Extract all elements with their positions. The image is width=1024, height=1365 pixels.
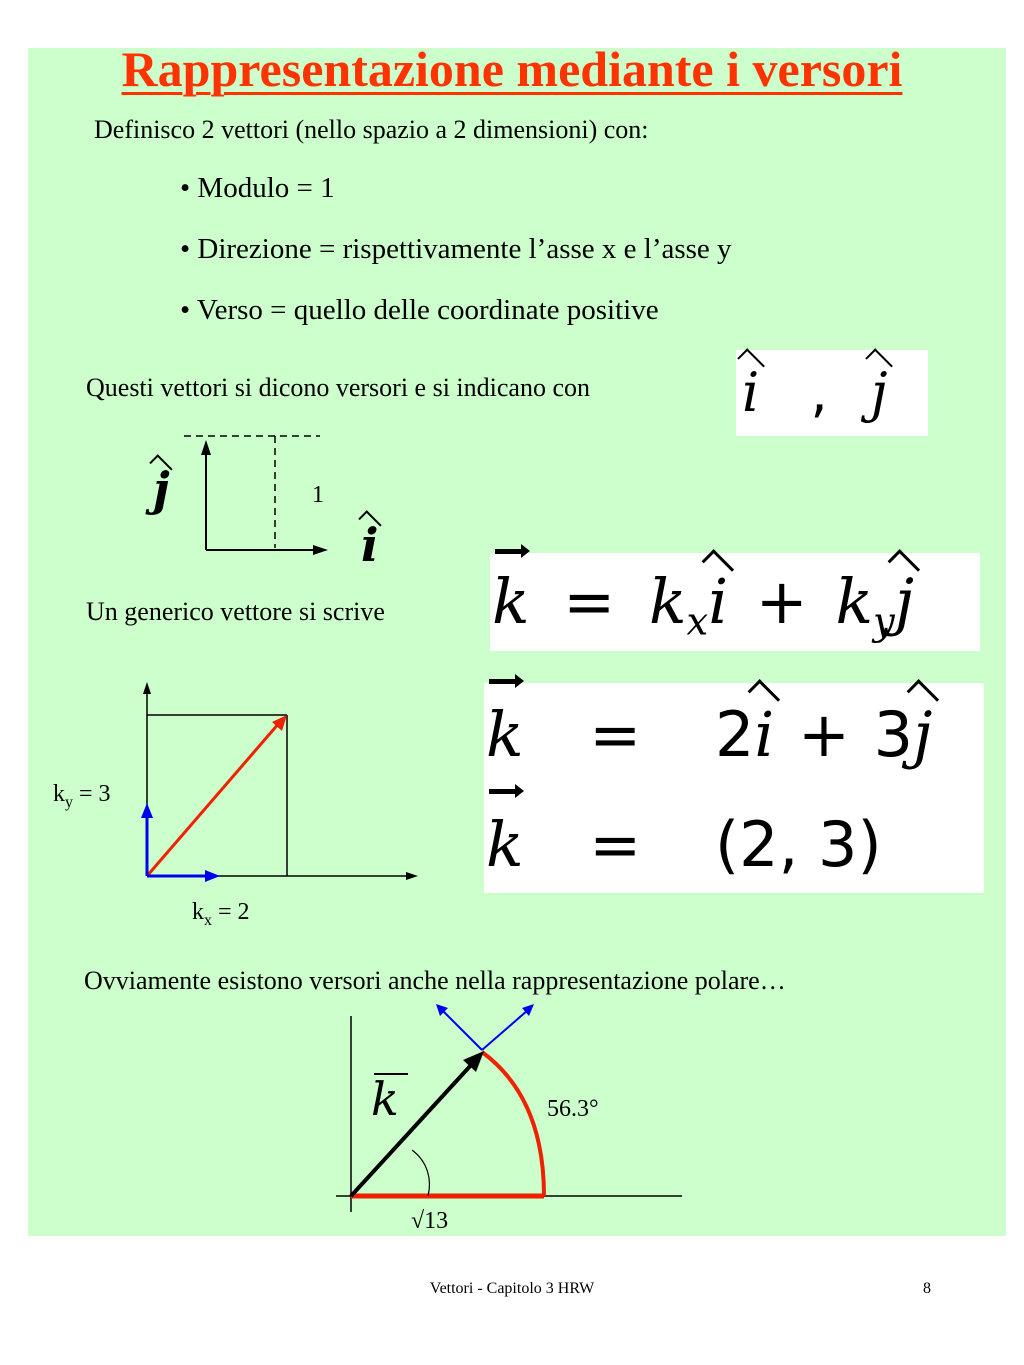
polar-magnitude-label: √13 bbox=[411, 1208, 449, 1234]
example-formula-2: k = (2, 3) bbox=[486, 800, 882, 890]
angle-arc bbox=[412, 1150, 429, 1196]
j-hat-symbol: j bbox=[871, 358, 888, 428]
polar-k-label: k bbox=[371, 1072, 399, 1126]
i-hat-label: i bbox=[361, 518, 379, 572]
i-hat-symbol: i bbox=[742, 358, 759, 428]
intro-text: Definisco 2 vettori (nello spazio a 2 dimensioni) con: bbox=[94, 115, 649, 144]
kx-label: $k_x = 2$ bbox=[192, 899, 250, 929]
bullet-verso: • Verso = quello delle coordinate positive bbox=[180, 294, 659, 326]
footer-chapter: Vettori - Capitolo 3 HRW bbox=[429, 1280, 595, 1297]
footer-page-number: 8 bbox=[923, 1280, 931, 1297]
r-unit-vector bbox=[482, 1010, 528, 1050]
slide-title: Rappresentazione mediante i versori bbox=[121, 41, 903, 97]
polar-arc bbox=[482, 1052, 544, 1196]
polar-vector-k bbox=[351, 1064, 472, 1196]
example-formula-1: k = 2i + 3j bbox=[486, 690, 932, 780]
generic-text: Un generico vettore si scrive bbox=[86, 597, 385, 626]
ky-label: $k_y = 3$ bbox=[53, 781, 111, 811]
bullet-modulo: • Modulo = 1 bbox=[180, 172, 335, 204]
polar-angle-label: 56.3° bbox=[547, 1096, 599, 1122]
bullet-direzione: • Direzione = rispettivamente l’asse x e l’asse y bbox=[180, 233, 732, 265]
comma: , bbox=[810, 361, 828, 424]
unit-length-label: 1 bbox=[312, 482, 324, 508]
versori-text: Questi vettori si dicono versori e si indicano con bbox=[86, 373, 591, 402]
j-hat-label: j bbox=[153, 462, 170, 516]
theta-unit-vector bbox=[442, 1010, 482, 1050]
polar-text: Ovviamente esistono versori anche nella rappresentazione polare… bbox=[84, 966, 786, 995]
generic-formula: $k = k_xi + k_yj$ bbox=[492, 560, 914, 665]
